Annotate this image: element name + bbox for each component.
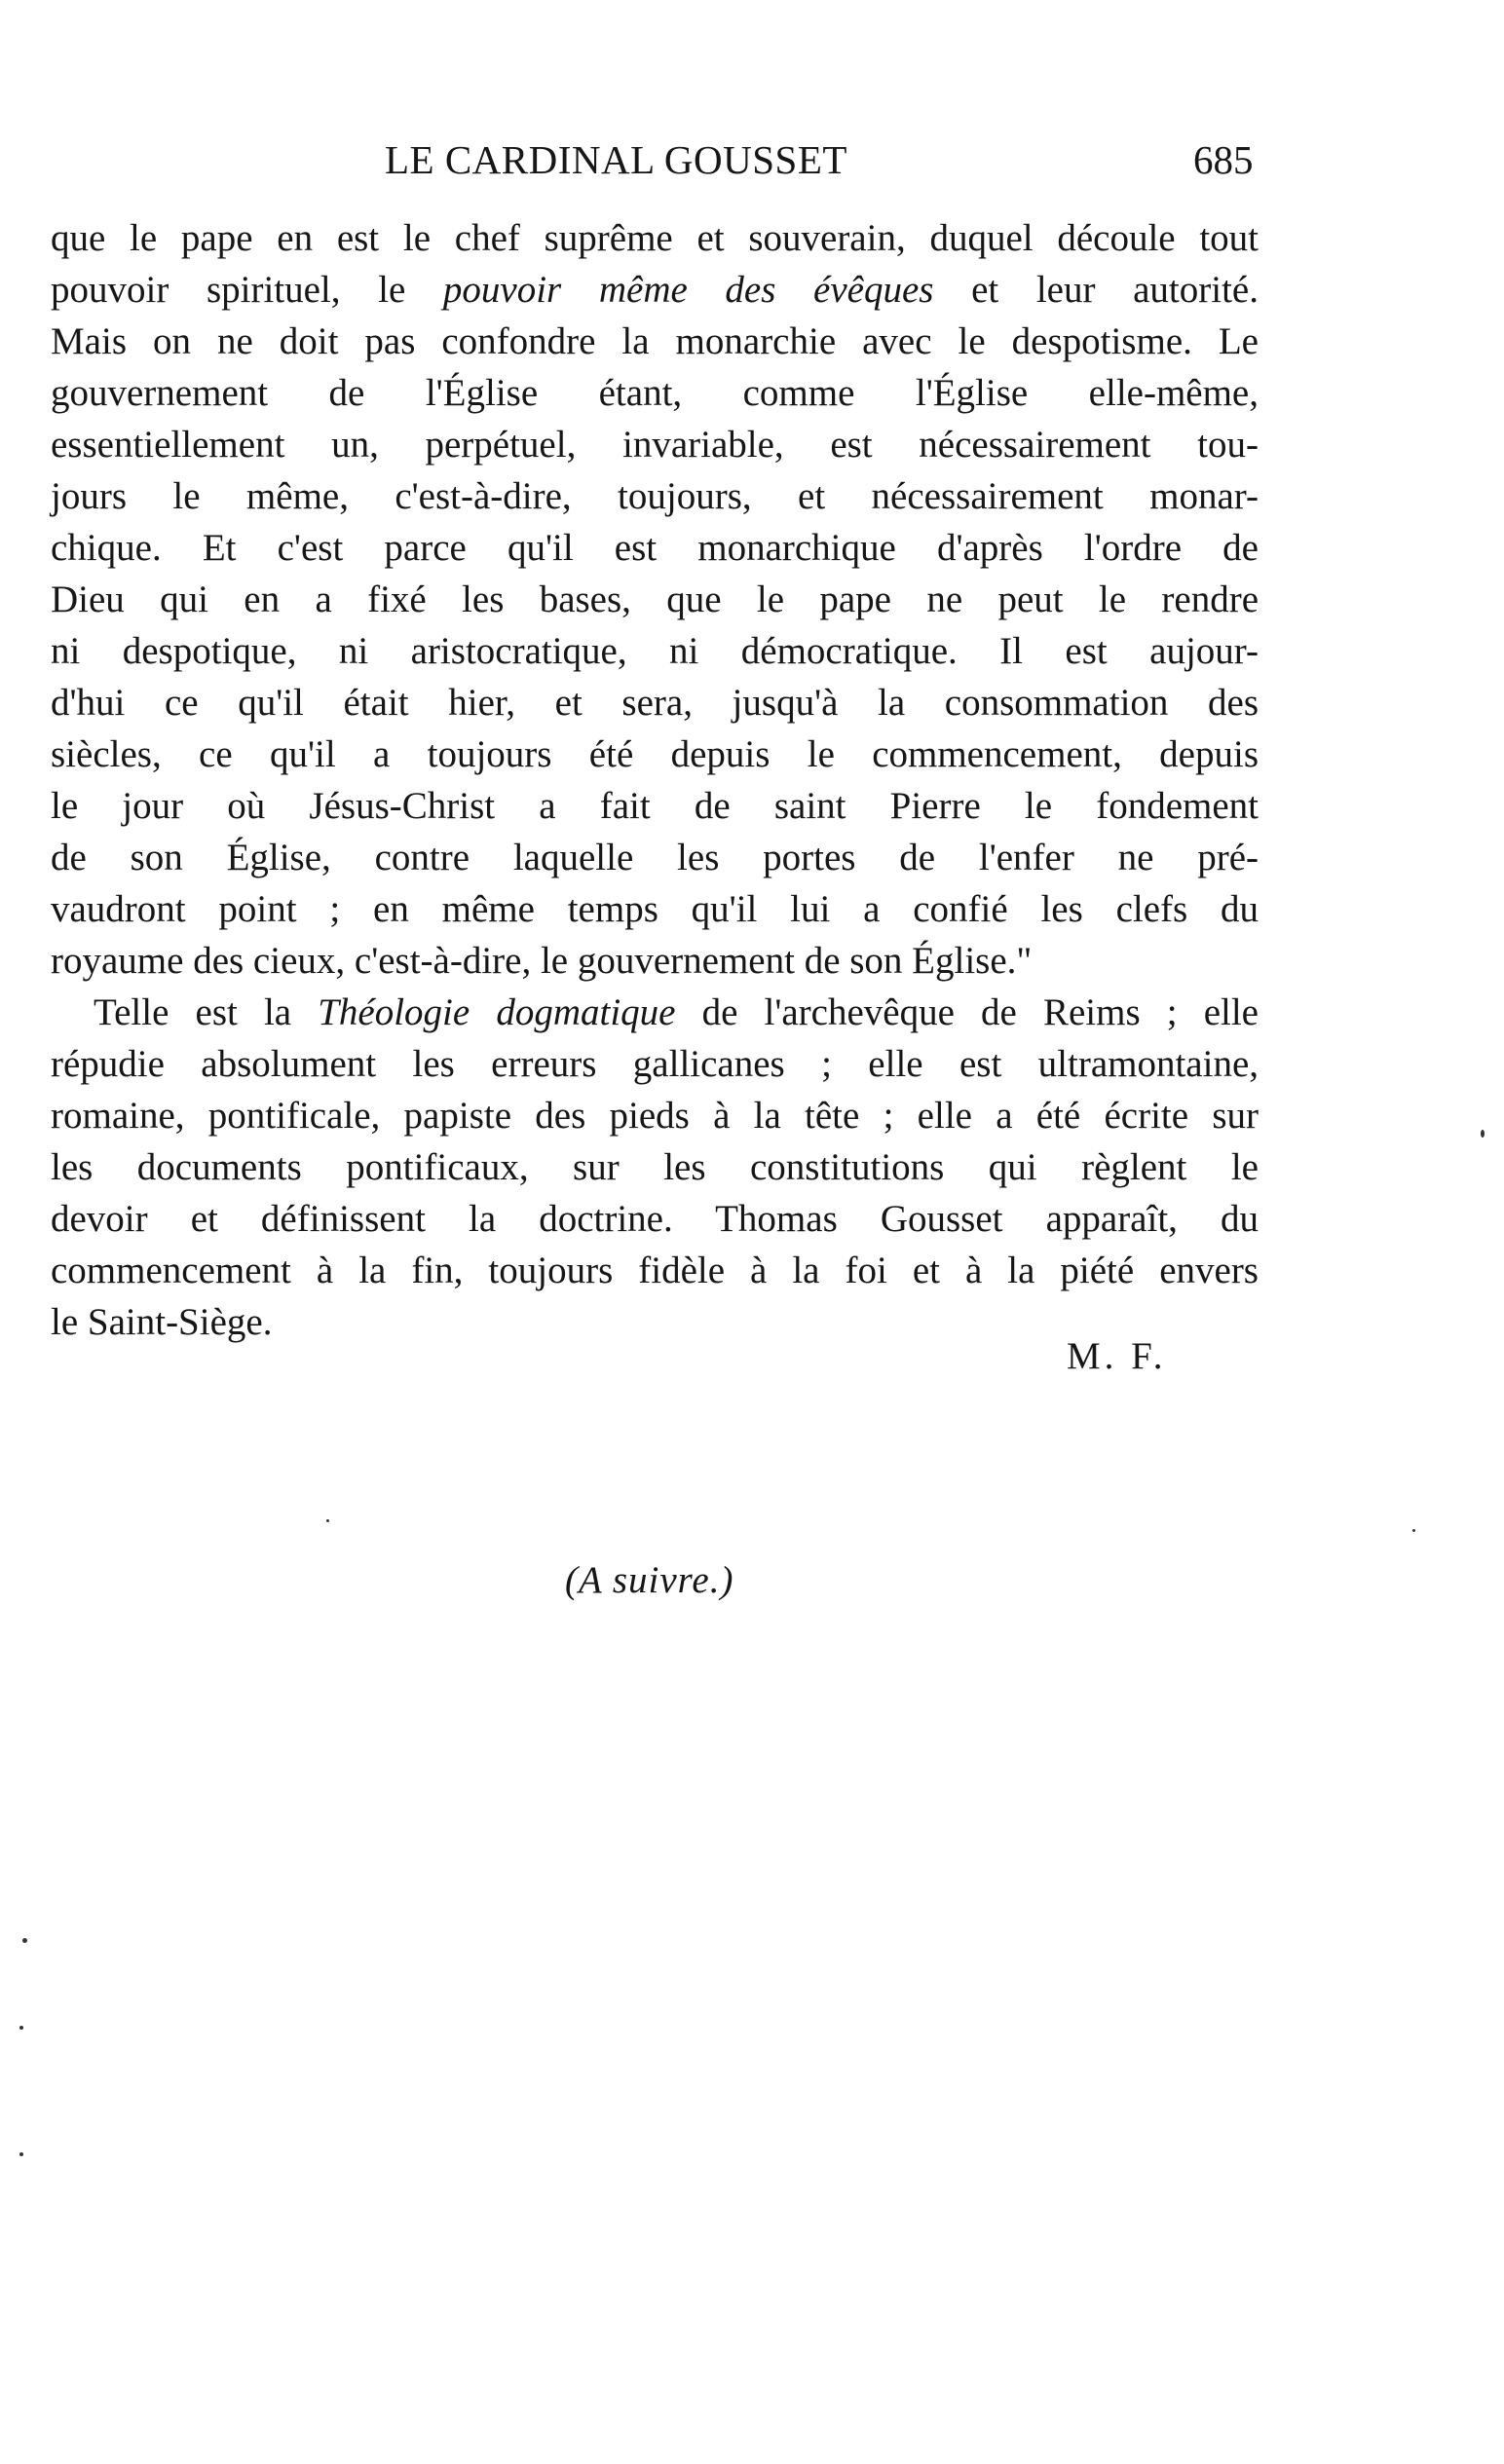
text-line: essentiellement un, perpétuel, invariable, est nécessairement tou- [51, 424, 1259, 466]
text-line: jours le même, c'est-à-dire, toujours, et nécessairement monar- [51, 475, 1259, 517]
text-line: les documents pontificaux, sur les constitutions qui règlent le [51, 1146, 1259, 1188]
text-line: ni despotique, ni aristocratique, ni démocratique. Il est aujour- [51, 630, 1259, 672]
scan-speck [1412, 1529, 1415, 1532]
text-line: Mais on ne doit pas confondre la monarchie avec le despotisme. Le [51, 320, 1259, 362]
author-signature: M. F. [1067, 1335, 1167, 1377]
text-span: Telle est la [94, 991, 319, 1033]
page-number: 685 [1193, 137, 1254, 182]
scan-speck [326, 1519, 329, 1522]
text-line: que le pape en est le chef suprême et souverain, duquel découle tout [51, 217, 1259, 259]
text-span: et leur autorité. [933, 269, 1259, 311]
scan-speck [19, 2026, 23, 2030]
text-line: le Saint-Siège. [51, 1301, 273, 1343]
text-line: le jour où Jésus-Christ a fait de saint Pierre le fondement [51, 785, 1259, 827]
text-line: Dieu qui en a fixé les bases, que le pape ne peut le rendre [51, 579, 1259, 620]
italic-phrase: pouvoir même des évêques [442, 269, 934, 311]
text-span: de l'archevêque de Reims ; elle [675, 991, 1259, 1033]
italic-title: Théologie dogmatique [318, 991, 676, 1033]
scan-speck [22, 1938, 27, 1943]
text-line: de son Église, contre laquelle les portes de l'enfer ne pré- [51, 837, 1259, 878]
text-line: romaine, pontificale, papiste des pieds à la tête ; elle a été écrite sur [51, 1095, 1259, 1137]
text-line: siècles, ce qu'il a toujours été depuis le commencement, depuis [51, 733, 1259, 775]
text-line: commencement à la fin, toujours fidèle à la foi et à la piété envers [51, 1250, 1259, 1291]
text-line: devoir et définissent la doctrine. Thomas Gousset apparaît, du [51, 1198, 1259, 1240]
scan-speck [19, 2152, 23, 2156]
text-line: chique. Et c'est parce qu'il est monarchique d'après l'ordre de [51, 527, 1259, 569]
body-text [51, 212, 1259, 1348]
text-line: royaume des cieux, c'est-à-dire, le gouvernement de son Église." [51, 940, 1033, 982]
running-title: LE CARDINAL GOUSSET [385, 137, 847, 182]
scan-speck [1481, 1130, 1485, 1138]
text-line: gouvernement de l'Église étant, comme l'Église elle-même, [51, 372, 1259, 414]
text-line: d'hui ce qu'il était hier, et sera, jusqu'à la consommation des [51, 682, 1259, 724]
continued-note: (A suivre.) [565, 1559, 734, 1601]
text-line: vaudront point ; en même temps qu'il lui a confié les clefs du [51, 888, 1259, 930]
text-line: répudie absolument les erreurs gallicanes ; elle est ultramontaine, [51, 1043, 1259, 1085]
text-span: pouvoir spirituel, le [51, 269, 443, 311]
text-line [51, 264, 1259, 316]
text-line [51, 987, 1259, 1038]
